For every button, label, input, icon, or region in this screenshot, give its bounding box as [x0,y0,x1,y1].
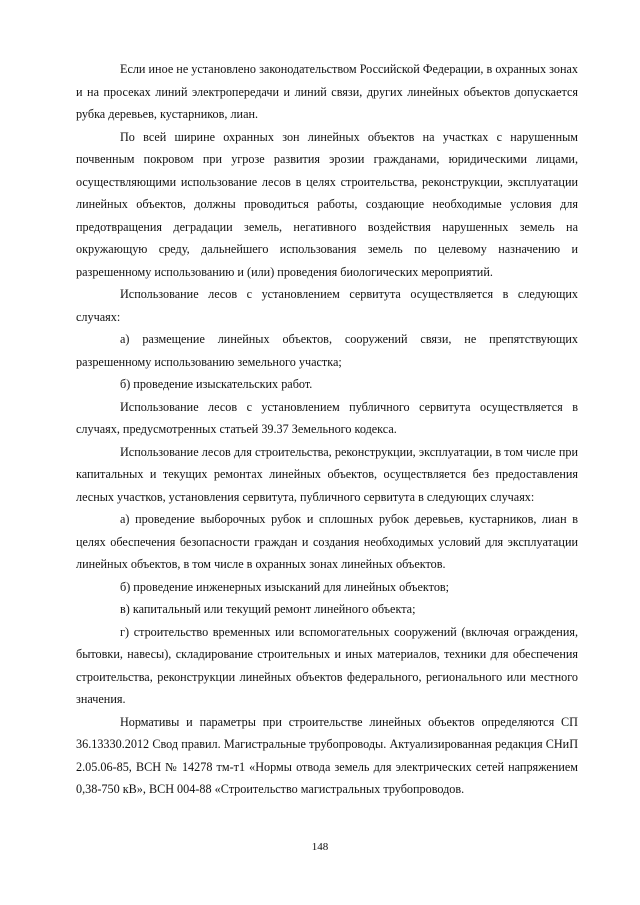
list-item: б) проведение изыскательских работ. [120,377,313,391]
paragraph: Использование лесов с установлением публичного сервитута осуществляется в случаях, предусмотренных статьей 39.37 Земельного кодекса. [76,399,578,436]
page-number: 148 [311,841,329,853]
list-item: в) капитальный или текущий ремонт линейного объекта; [120,602,416,616]
body-text [76,58,578,801]
list-item: а) размещение линейных объектов, сооружений связи, не препятствующих разрешенному использованию земельного участка; [76,332,578,369]
list-item: б) проведение инженерных изысканий для линейных объектов; [120,579,450,594]
list-item: а) проведение выборочных рубок и сплошных рубок деревьев, кустарников, лиан в целях обеспечения безопасности граждан и создания необходимых условий для эксплуатации линейных объектов, в том числе в охранных зонах линейных объектов. [76,512,578,571]
paragraph: Нормативы и параметры при строительстве линейных объектов определяются СП 36.13330.2012 Свод правил. Магистральные трубопроводы. Актуализированная редакция СНиП 2.05.06-85, ВСН № 14278 тм-т1 «Нормы отвода земель для электрических сетей напряжением 0,38-750 кВ», ВСН 004-88 «Строительство магистральных трубопроводов. [76,714,578,796]
paragraph: Использование лесов для строительства, реконструкции, эксплуатации, в том числе при капитальных и текущих ремонтах линейных объектов, осуществляется без предоставления лесных участков, установления сервитута, публичного сервитута в следующих случаях: [76,444,578,504]
paragraph: Если иное не установлено законодательством Российской Федерации, в охранных зонах и на просеках линий электропередачи и линий связи, других линейных объектов допускается рубка деревьев, кустарников, лиан. [76,62,578,121]
paragraph: Использование лесов с установлением сервитута осуществляется в следующих случаях: [76,287,578,324]
paragraph: По всей ширине охранных зон линейных объектов на участках с нарушенным почвенным покровом при угрозе развития эрозии гражданами, юридическими лицами, осуществляющими использование лесов в целях строительства, реконструкции, эксплуатации линейных объектов, должны проводиться работы, создающие необходимые условия для предотвращения деградации земель, негативного воздействия нарушенных земель на окружающую среду, дальнейшего использования земель по целевому назначению и разрешенному использованию и (или) проведения биологических мероприятий. [76,129,578,279]
list-item: г) строительство временных или вспомогательных сооружений (включая ограждения, бытовки, навесы), складирование строительных и иных материалов, техники для обеспечения строительства, реконструкции линейных объектов федерального, регионального или местного значения. [76,624,578,706]
